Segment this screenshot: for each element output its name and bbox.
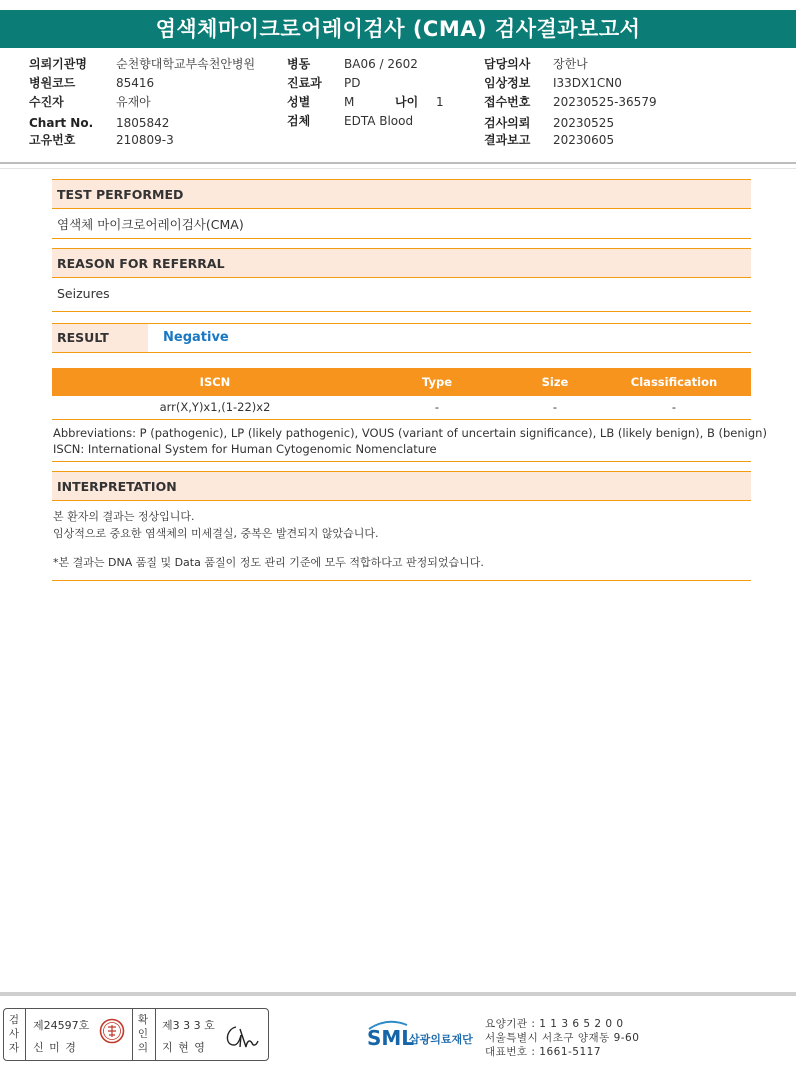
result-row	[52, 323, 751, 353]
confirmer-license: 제3 3 3 호	[162, 1019, 215, 1032]
signature-box	[3, 1008, 269, 1061]
clinical-info-label: 임상정보	[484, 76, 531, 90]
result-table-header	[52, 368, 751, 396]
hospital-name-label: 의뢰기관명	[29, 57, 87, 71]
col-header-classification: Classification	[630, 375, 718, 389]
interpretation-heading: INTERPRETATION	[52, 471, 751, 501]
sex-label: 성별	[287, 95, 311, 109]
table-bottom-line	[52, 419, 751, 420]
test-performed-heading: TEST PERFORMED	[52, 179, 751, 209]
examiner-license: 제24597호	[33, 1019, 90, 1032]
hospital-name-value: 순천향대학교부속천안병원	[116, 57, 256, 71]
ward-value: BA06 / 2602	[344, 57, 418, 71]
confirmer-name: 지 현 영	[162, 1041, 206, 1054]
report-title: 염색체마이크로어레이검사 (CMA) 검사결과보고서	[0, 10, 796, 48]
receipt-no-label: 접수번호	[484, 95, 531, 109]
cell-size: -	[552, 400, 558, 414]
test-performed-text: 염색체 마이크로어레이검사(CMA)	[57, 217, 244, 232]
examiner-label: 검사자	[8, 1014, 20, 1054]
department-value: PD	[344, 76, 361, 90]
report-date-value: 20230605	[553, 133, 615, 147]
request-date-label: 검사의뢰	[484, 116, 531, 130]
clinical-info-value: I33DX1CN0	[553, 76, 622, 90]
logo-mark-text: SML	[367, 1026, 415, 1050]
col-header-type: Type	[421, 375, 453, 389]
footer-divider	[0, 992, 796, 996]
result-label: RESULT	[52, 324, 148, 352]
doctor-label: 담당의사	[484, 57, 531, 71]
signature-divider	[132, 1009, 133, 1060]
section-divider	[52, 461, 751, 462]
signature-image	[222, 1019, 262, 1053]
result-value: Negative	[163, 330, 229, 345]
section-divider	[52, 238, 751, 239]
ward-label: 병동	[287, 57, 311, 71]
specimen-label: 검체	[287, 114, 311, 128]
signature-divider	[25, 1009, 26, 1060]
chart-no-value: 1805842	[116, 116, 170, 130]
cell-type: -	[434, 400, 440, 414]
chart-no-label: Chart No.	[29, 116, 94, 130]
examiner-name: 신 미 경	[33, 1041, 77, 1054]
request-date-value: 20230525	[553, 116, 615, 130]
examiner-seal-stamp	[99, 1018, 125, 1044]
section-divider	[52, 580, 751, 581]
col-header-size: Size	[541, 375, 569, 389]
section-divider	[52, 311, 751, 312]
institution-code: 요양기관 : 1 1 3 6 5 2 0 0	[485, 1018, 624, 1030]
cell-iscn: arr(X,Y)x1,(1-22)x2	[159, 400, 271, 414]
cell-classification: -	[671, 400, 677, 414]
referral-heading: REASON FOR REFERRAL	[52, 248, 751, 278]
logo-text: 삼광의료재단	[409, 1033, 473, 1046]
hospital-code-label: 병원코드	[29, 76, 76, 90]
sex-value: M	[344, 95, 355, 109]
phone: 대표번호 : 1661-5117	[485, 1046, 602, 1058]
sml-logo	[367, 1015, 482, 1059]
logo-mark-icon	[367, 1015, 482, 1055]
receipt-no-value: 20230525-36579	[553, 95, 657, 109]
interpretation-line: 임상적으로 중요한 염색체의 미세결실, 중복은 발견되지 않았습니다.	[53, 527, 379, 540]
signature-divider	[155, 1009, 156, 1060]
col-header-iscn: ISCN	[199, 375, 231, 389]
referral-text: Seizures	[57, 286, 110, 301]
patient-label: 수진자	[29, 95, 64, 109]
specimen-value: EDTA Blood	[344, 114, 414, 128]
interpretation-line: 본 환자의 결과는 정상입니다.	[53, 510, 195, 523]
header-divider	[0, 162, 796, 164]
patient-value: 유재아	[116, 95, 151, 109]
doctor-value: 장한나	[553, 57, 588, 71]
age-value: 1	[436, 95, 444, 109]
report-date-label: 결과보고	[484, 133, 531, 147]
address: 서울특별시 서초구 양재동 9-60	[485, 1032, 640, 1044]
unique-no-label: 고유번호	[29, 133, 76, 147]
quality-note: *본 결과는 DNA 품질 및 Data 품질이 정도 관리 기준에 모두 적합하다고 판정되었습니다.	[53, 556, 484, 569]
iscn-note: ISCN: International System for Human Cytogenomic Nomenclature	[53, 442, 437, 456]
confirmer-label: 확인의	[137, 1014, 149, 1054]
unique-no-value: 210809-3	[116, 133, 174, 147]
department-label: 진료과	[287, 76, 322, 90]
age-label: 나이	[395, 95, 419, 109]
abbreviations-line: Abbreviations: P (pathogenic), LP (likely pathogenic), VOUS (variant of uncertain significance), LB (likely benign), B (benign)	[53, 426, 767, 440]
hospital-code-value: 85416	[116, 76, 155, 90]
header-divider-thin	[0, 168, 796, 169]
